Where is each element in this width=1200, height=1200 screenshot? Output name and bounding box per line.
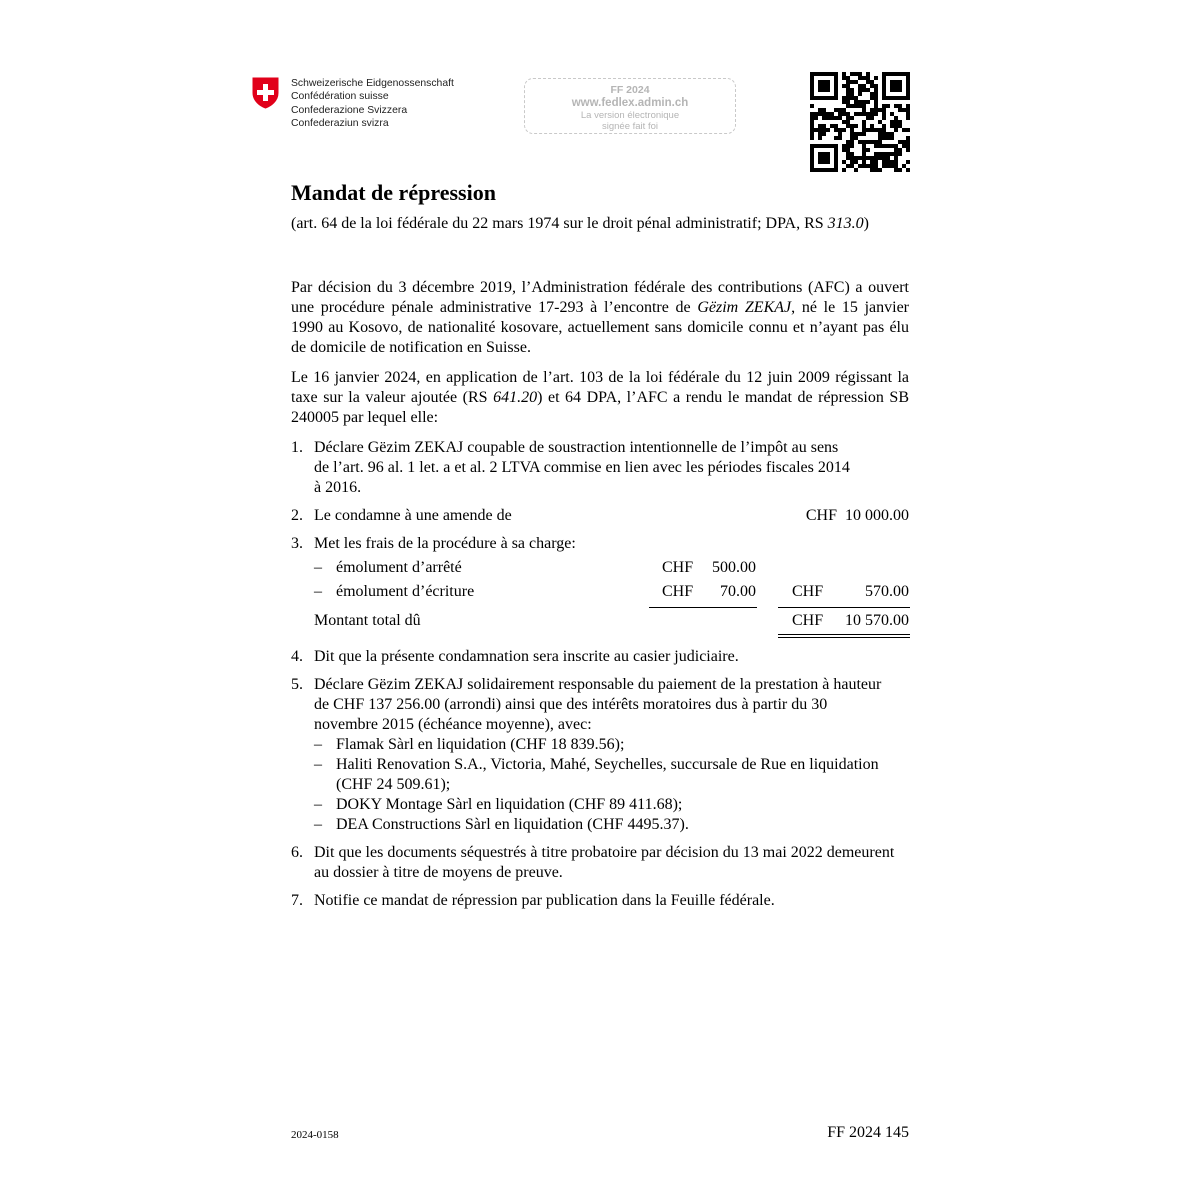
- paragraph-1: [291, 278, 909, 358]
- decision-list: [291, 438, 909, 911]
- list-item: [291, 534, 909, 643]
- para2-ref: 641.20: [493, 389, 538, 406]
- fee2-label: émolument d’écriture: [336, 583, 475, 600]
- total-double-rule: [314, 635, 909, 643]
- list-item: [291, 843, 909, 883]
- institution-it: Confederazione Svizzera: [291, 104, 408, 116]
- co-debtor-4: DEA Constructions Sàrl en liquidation (CHF 4495.37).: [336, 816, 689, 833]
- item-1-text: Déclare Gëzim ZEKAJ coupable de soustraction intentionnelle de l’impôt au sens de l’art. 96 al. 1 let. a et al. 2 LTVA commise en lien avec les périodes fiscales 2014 à 2016.: [314, 439, 850, 496]
- para1-name: Gëzim ZEKAJ: [697, 299, 792, 316]
- document-subtitle: [291, 214, 909, 234]
- dash: –: [314, 583, 322, 600]
- item-5-text: Déclare Gëzim ZEKAJ solidairement responsable du paiement de la prestation à hauteur de CHF 137 256.00 (arrondi) ainsi que des intérêts moratoires dus à partir du 30 novembre 2015 (échéance moyenne), avec:: [314, 676, 882, 733]
- co-debtor-1: Flamak Sàrl en liquidation (CHF 18 839.56);: [336, 736, 625, 753]
- dash: –: [314, 736, 322, 753]
- electronic-version-stamp: [524, 78, 736, 134]
- dash: –: [314, 816, 322, 833]
- list-item: [314, 755, 909, 795]
- swiss-confederation-logo: [252, 77, 454, 130]
- list-item: [291, 891, 909, 911]
- fee2-amount: 70.00: [720, 583, 756, 600]
- fine-amount: CHF 10 000.00: [805, 507, 909, 524]
- item-7-text: Notifie ce mandat de répression par publication dans la Feuille fédérale.: [314, 892, 775, 909]
- double-rule-top: [778, 634, 910, 635]
- fee-row-1: [314, 558, 909, 582]
- item-number: 2.: [291, 507, 303, 524]
- dash: –: [314, 559, 322, 576]
- subtotal-rule: [649, 607, 757, 608]
- document-body: [291, 178, 909, 919]
- dash: –: [314, 756, 322, 773]
- item-number: 4.: [291, 648, 303, 665]
- para1-text-b: , né le 15 janvier 1990 au Kosovo, de nationalité kosovare, actuellement sans domicile connu et n’ayant pas élu de domicile de notification en Suisse.: [291, 299, 910, 356]
- document-number: 2024-0158: [291, 1129, 339, 1141]
- co-debtor-3: DOKY Montage Sàrl en liquidation (CHF 89 411.68);: [336, 796, 683, 813]
- total-currency: CHF: [792, 612, 824, 629]
- list-item: [291, 506, 909, 526]
- fee-row-2: [314, 582, 909, 606]
- total-row: [314, 611, 909, 635]
- stamp-url: www.fedlex.admin.ch: [571, 97, 689, 109]
- fee1-label: émolument d’arrêté: [336, 559, 462, 576]
- stamp-note-1: La version électronique: [580, 110, 680, 121]
- para2-text-a: Le 16 janvier 2024, en application de l’art. 103 de la loi fédérale du 12 juin 2009 régissant la taxe sur la valeur ajoutée (RS: [291, 369, 909, 406]
- qr-code-icon: [810, 72, 910, 172]
- institution-fr: Confédération suisse: [291, 91, 389, 103]
- para2-text-b: ) et 64 DPA, l’AFC a rendu le mandat de répression SB 240005 par lequel elle:: [291, 389, 909, 426]
- item-2: [314, 506, 909, 526]
- subtitle-ref: 313.0: [827, 215, 864, 232]
- institution-rm: Confederaziun svizra: [291, 117, 389, 129]
- list-item: [291, 438, 909, 498]
- item-5: [314, 675, 909, 835]
- item-number: 7.: [291, 892, 303, 909]
- list-item: [314, 795, 909, 815]
- costs-heading-row: [314, 534, 909, 558]
- costs-heading: Met les frais de la procédure à sa charge:: [314, 535, 576, 552]
- paragraph-2: [291, 368, 909, 428]
- fee1-currency: CHF: [662, 559, 694, 576]
- co-debtor-2: Haliti Renovation S.A., Victoria, Mahé, Seychelles, succursale de Rue en liquidation (CHF 24 509.61);: [336, 756, 879, 793]
- total-label: Montant total dû: [314, 612, 421, 629]
- item-6-text: Dit que les documents séquestrés à titre probatoire par décision du 13 mai 2022 demeurent au dossier à titre de moyens de preuve.: [314, 844, 895, 881]
- fees-sum-currency: CHF: [792, 583, 824, 600]
- double-rule-bottom: [778, 637, 910, 638]
- swiss-shield-icon: [252, 77, 279, 109]
- item-number: 3.: [291, 535, 303, 552]
- stamp-note-2: signée fait foi: [602, 121, 658, 132]
- list-item: [314, 815, 909, 835]
- publication-reference: FF 2024 145: [827, 1124, 909, 1141]
- dash: –: [314, 796, 322, 813]
- item-4-text: Dit que la présente condamnation sera inscrite au casier judiciaire.: [314, 648, 739, 665]
- fees-sum-amount: 570.00: [865, 583, 909, 600]
- subtitle-close: ): [863, 215, 869, 232]
- item-number: 1.: [291, 439, 303, 456]
- institution-de: Schweizerische Eidgenossenschaft: [291, 78, 454, 89]
- para1-text-a: Par décision du 3 décembre 2019, l’Administration fédérale des contributions (AFC) a ouvert une procédure pénale administrative 17-293 à l’encontre de: [291, 279, 909, 316]
- fee2-currency: CHF: [662, 583, 694, 600]
- fine-label: Le condamne à une amende de: [314, 507, 512, 524]
- list-item: [291, 675, 909, 835]
- total-amount: 10 570.00: [845, 612, 909, 629]
- stamp-ff: FF 2024: [610, 84, 650, 96]
- institution-names: [291, 77, 454, 130]
- co-debtor-list: [314, 735, 909, 835]
- list-item: [314, 735, 909, 755]
- subtotal-rule-right: [778, 607, 910, 608]
- item-number: 6.: [291, 844, 303, 861]
- costs-table: [314, 534, 909, 643]
- document-title: Mandat de répression: [291, 180, 496, 205]
- item-number: 5.: [291, 676, 303, 693]
- fee1-amount: 500.00: [712, 559, 756, 576]
- subtitle-text: (art. 64 de la loi fédérale du 22 mars 1974 sur le droit pénal administratif; DPA, RS: [291, 215, 828, 232]
- list-item: [291, 647, 909, 667]
